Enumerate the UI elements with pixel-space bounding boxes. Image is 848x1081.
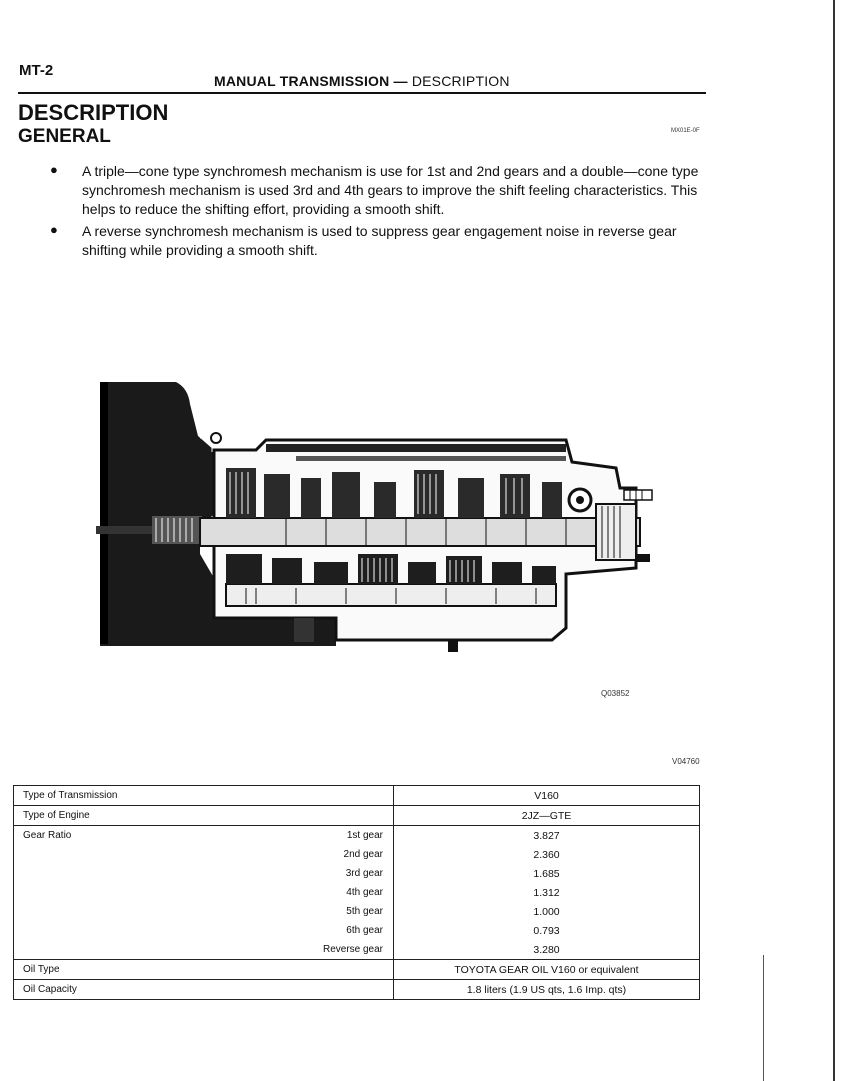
- section-heading: DESCRIPTION: [18, 100, 169, 125]
- header-title-bold: MANUAL TRANSMISSION —: [214, 73, 412, 89]
- gear-ratio: 1.685: [394, 864, 700, 883]
- bullet-item: [50, 162, 710, 219]
- figure-label: Q03852: [601, 689, 630, 698]
- table-cell-label: Type of Transmission: [14, 786, 264, 806]
- gear-ratio: 3.280: [394, 940, 700, 960]
- section-code: MX01E-0F: [671, 128, 700, 134]
- shift-rail: [266, 444, 566, 452]
- table-row: [14, 864, 700, 883]
- table-row: [14, 806, 700, 826]
- bullet-item: [50, 222, 710, 260]
- bullet-text: A reverse synchromesh mechanism is used to suppress gear engagement noise in reverse gear shifting while providing a smooth shift.: [82, 223, 677, 258]
- table-row: [14, 883, 700, 902]
- rear-bolt: [624, 490, 652, 500]
- table-cell-sub: [263, 786, 394, 806]
- gear-ratio: 3.827: [394, 826, 700, 846]
- table-row: [14, 921, 700, 940]
- gear-ratio: 2.360: [394, 845, 700, 864]
- main-shaft: [200, 518, 640, 546]
- table-row: [14, 826, 700, 846]
- table-row: [14, 902, 700, 921]
- drain-plug: [448, 640, 458, 652]
- gear-name: 3rd gear: [263, 864, 394, 883]
- page-edge-rule: [833, 0, 835, 1081]
- gear-ratio: 0.793: [394, 921, 700, 940]
- table-cell-label: Oil Capacity: [14, 980, 264, 1000]
- table-row: [14, 845, 700, 864]
- transmission-cutaway-diagram: [96, 378, 664, 678]
- table-row: [14, 980, 700, 1000]
- spec-table: [13, 785, 700, 1000]
- gear-name: Reverse gear: [263, 940, 394, 960]
- header-rule: [18, 92, 706, 94]
- page-edge-rule-lower: [763, 955, 764, 1081]
- bullet-icon: ●: [50, 162, 58, 177]
- table-cell-value: 1.8 liters (1.9 US qts, 1.6 Imp. qts): [394, 980, 700, 1000]
- gear-name: 1st gear: [263, 826, 394, 846]
- page-number: MT-2: [19, 62, 54, 79]
- table-row: [14, 940, 700, 960]
- table-cell-value: V160: [394, 786, 700, 806]
- table-row: [14, 960, 700, 980]
- counter-shaft: [226, 584, 556, 606]
- gear-ratio: 1.000: [394, 902, 700, 921]
- header-title-light: DESCRIPTION: [411, 73, 510, 89]
- table-cell-label: Oil Type: [14, 960, 264, 980]
- table-cell-label: Type of Engine: [14, 806, 264, 826]
- table-cell-label: Gear Ratio: [14, 826, 264, 846]
- header-title: [214, 73, 510, 89]
- table-cell-sub: [263, 806, 394, 826]
- gear-name: 6th gear: [263, 921, 394, 940]
- gear-name: 5th gear: [263, 902, 394, 921]
- bullet-icon: ●: [50, 222, 58, 237]
- section-subheading: GENERAL: [18, 126, 111, 147]
- gear-ratio: 1.312: [394, 883, 700, 902]
- table-cell-value: TOYOTA GEAR OIL V160 or equivalent: [394, 960, 700, 980]
- gear-name: 4th gear: [263, 883, 394, 902]
- table-cell-value: 2JZ—GTE: [394, 806, 700, 826]
- input-shaft: [96, 526, 160, 534]
- figure-code: V04760: [672, 757, 700, 766]
- table-row: [14, 786, 700, 806]
- bullet-text: A triple—cone type synchromesh mechanism is use for 1st and 2nd gears and a double—cone type synchromesh mechanism is used 3rd and 4th gears to improve the shift feeling characteristics. This helps to reduce the shifting effort, providing a smooth shift.: [82, 163, 699, 217]
- gear-name: 2nd gear: [263, 845, 394, 864]
